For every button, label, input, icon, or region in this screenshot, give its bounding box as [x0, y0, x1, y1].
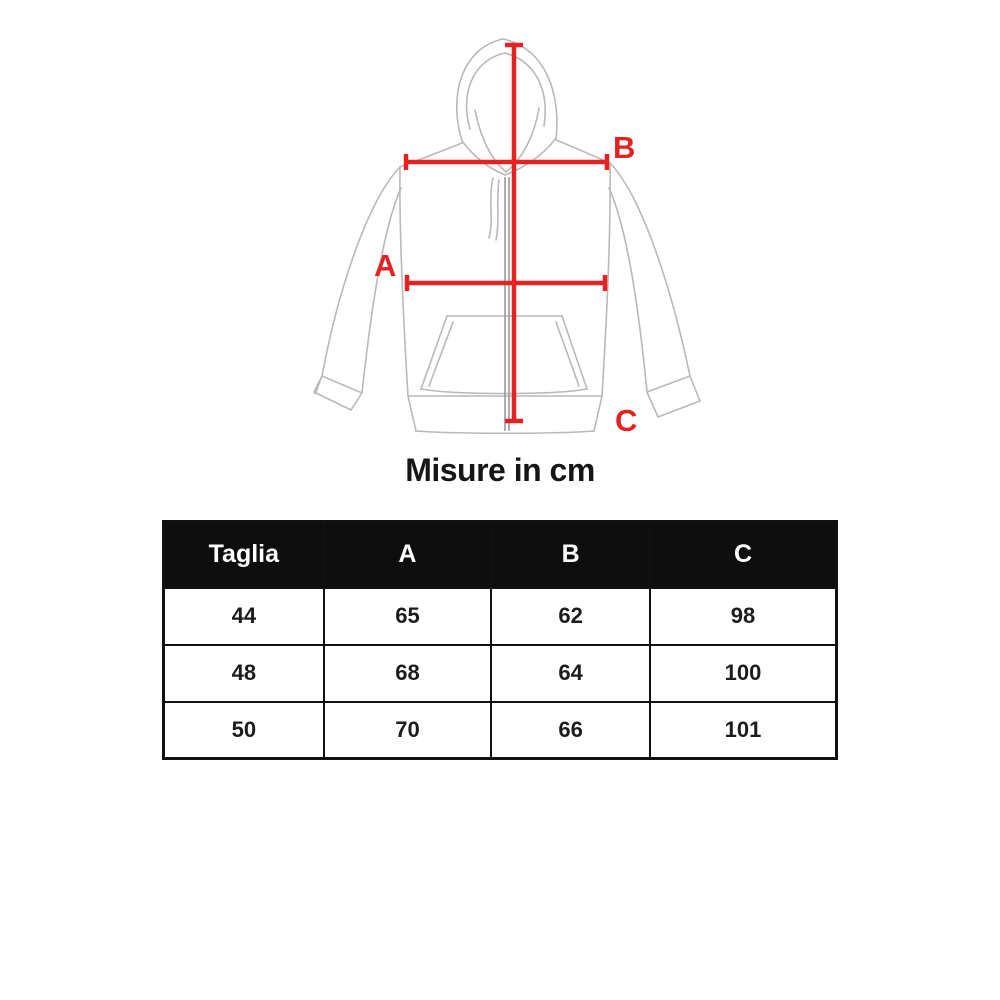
header-cell-c: C [650, 522, 836, 588]
measure-label-c: C [615, 403, 638, 438]
cell-size: 44 [164, 588, 324, 645]
cell-c: 101 [650, 702, 836, 759]
table-row [164, 702, 837, 759]
page-title: Misure in cm [405, 452, 595, 488]
hoodie-outline [314, 39, 700, 433]
measure-label-a: A [374, 248, 397, 283]
hoodie-diagram [0, 0, 1000, 460]
cell-size: 48 [164, 645, 324, 702]
measure-line-a [407, 275, 605, 291]
header-cell-taglia: Taglia [164, 522, 324, 588]
cell-b: 64 [491, 645, 650, 702]
cell-c: 100 [650, 645, 836, 702]
table-row [164, 645, 837, 702]
cell-a: 65 [324, 588, 492, 645]
measure-lines [406, 45, 607, 421]
cell-a: 68 [324, 645, 492, 702]
table-row [164, 588, 837, 645]
header-cell-a: A [324, 522, 492, 588]
cell-c: 98 [650, 588, 836, 645]
size-table [162, 520, 838, 760]
cell-size: 50 [164, 702, 324, 759]
measure-line-c [505, 45, 523, 421]
measure-line-b [406, 154, 607, 170]
measure-label-b: B [613, 130, 636, 165]
cell-b: 62 [491, 588, 650, 645]
table-header-row [164, 522, 837, 588]
cell-b: 66 [491, 702, 650, 759]
cell-a: 70 [324, 702, 492, 759]
hoodie-drawing-svg [0, 0, 1000, 460]
header-cell-b: B [491, 522, 650, 588]
